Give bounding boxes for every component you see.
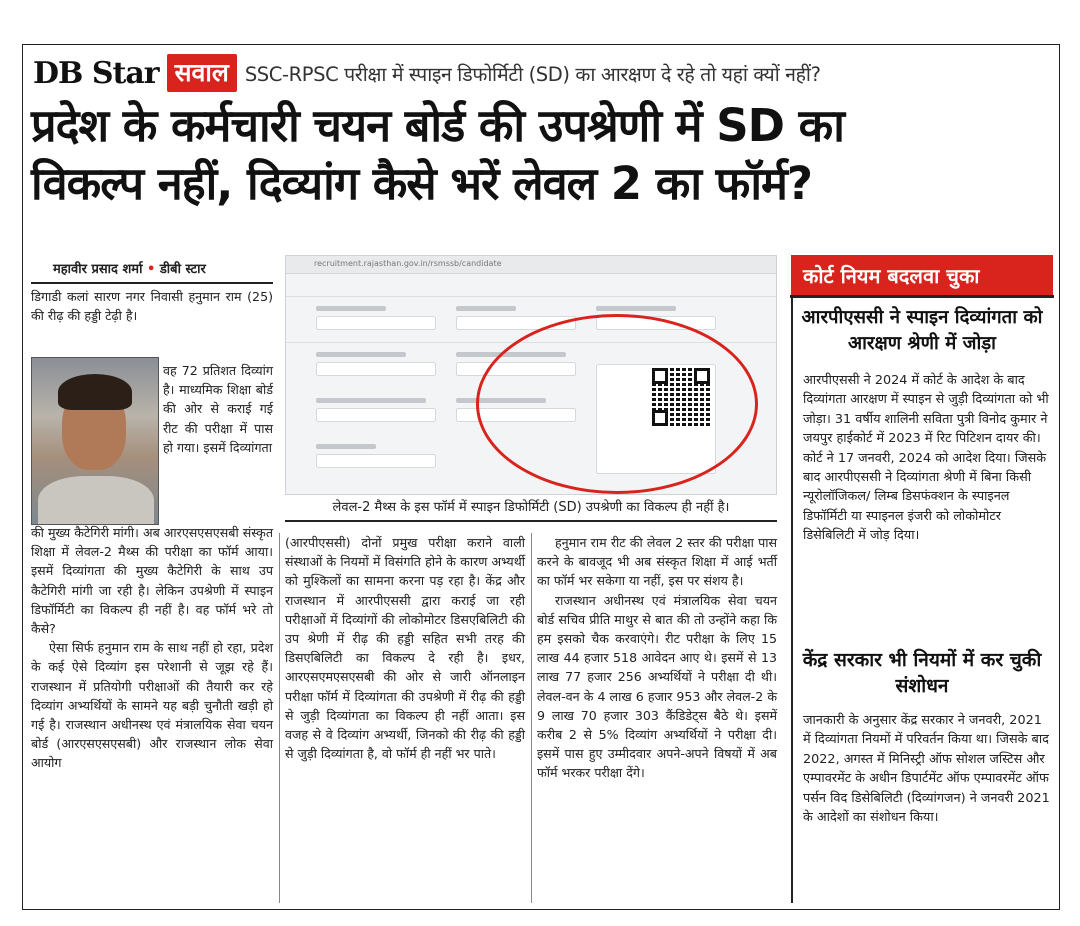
form-label	[316, 398, 426, 403]
photo-hair	[58, 374, 132, 410]
news-clipping	[22, 44, 1060, 910]
sidebar-banner: कोर्ट नियम बदलवा चुका	[791, 255, 1053, 295]
headline-line-2: विकल्प नहीं, दिव्यांग कैसे भरें लेवल 2 का फॉर्म?	[31, 157, 813, 210]
form-row-divider	[286, 296, 776, 297]
form-field	[316, 408, 436, 422]
body-paragraph-5: राजस्थान अधीनस्थ एवं मंत्रालयिक सेवा चयन बोर्ड सचिव प्रीति माथुर से बात की तो उन्होंने कहा कि हम इसको चैक करवाएंगे। रीट परीक्षा के लिए 15 लाख 44 हजार 518 आवेदन आए थे। इसमें से 13 लाख 77 हजार 256 अभ्यर्थियों ने परीक्षा दी थी। लेवल-वन के 4 लाख 6 हजार 953 और लेवल-2 के 9 लाख 70 हजार 303 कैंडिडेट्स बैठे थे। इसमें करीब 2 से 5% दिव्यांग अभ्यर्थियों ने परीक्षा दी। इसमें पास हुए उम्मीदवार अपने-अपने विषयों में अब फॉर्म भरकर परीक्षा देंगे।	[537, 592, 777, 781]
headline	[31, 97, 1053, 213]
column-divider	[531, 533, 532, 903]
qr-finder	[694, 368, 710, 384]
body-paragraph-1c: की मुख्य कैटेगिरी मांगी। अब आरएसएसएसबी संस्कृत शिक्षा में लेवल-2 मैथ्स की परीक्षा का फॉर्म आया। इसमें दिव्यांगता की मुख्य कैटेगिरी के साथ उप कैटेगिरी मांगी जा रही है। लेकिन उपश्रेणी में स्पाइन डिफॉर्मिटी का विकल्प ही नहीं है। वह फॉर्म भरे तो कैसे?	[31, 525, 273, 637]
highlight-circle	[476, 314, 758, 494]
headline-line-1: प्रदेश के कर्मचारी चयन बोर्ड की उपश्रेणी में SD का	[31, 99, 844, 152]
body-paragraph-3: (आरपीएससी) दोनों प्रमुख परीक्षा कराने वाली संस्थाओं के नियमों में विसंगति होने के कारण अभ्यर्थी को मुश्किलों का सामना करना पड़ रहा है। केंद्र और राजस्थान में आरपीएससी द्वारा कराई जा रही परीक्षाओं में दिव्यांगों की लोकोमोटर डिसएबिलिटी की उप श्रेणी में रीढ़ की हड्डी सहित सभी तरह की डिसएबिलिटी का विकल्प दे रही है। इधर, आरएसएमएसएसबी की ओर से जारी ऑनलाइन परीक्षा फॉर्म में दिव्यांगता की उपश्रेणी में रीढ़ की हड्डी से जुड़ी दिव्यांगता का विकल्प ही नहीं आता। इस वजह से वे दिव्यांग अभ्यर्थी, जिनको की रीढ़ की हड्डी से जुड़ी दिव्यांगता है, वो फॉर्म ही नहीं भर पाते।	[285, 535, 525, 762]
question-tag: सवाल	[167, 54, 237, 92]
qr-finder	[652, 368, 668, 384]
browser-address-bar: recruitment.rajasthan.gov.in/rsmssb/candidate	[286, 256, 776, 274]
db-star-logo: DB Star	[33, 55, 159, 91]
byline-author: महावीर प्रसाद शर्मा	[53, 262, 143, 277]
column-3	[537, 533, 777, 783]
form-label	[596, 306, 676, 311]
body-paragraph-1b: वह 72 प्रतिशत दिव्यांग है। माध्यमिक शिक्षा बोर्ड की ओर से कराई गई रीट की परीक्षा में पास हो गया। इसमें दिव्यांगता	[163, 363, 273, 455]
column-divider	[279, 533, 280, 903]
sidebar-subhead-1: आरपीएससी ने स्पाइन दिव्यांगता को आरक्षण श्रेणी में जोड़ा	[801, 307, 1043, 354]
byline-rule	[31, 282, 273, 284]
portrait-photo	[31, 357, 159, 525]
byline-separator: •	[146, 262, 156, 277]
form-field	[316, 454, 436, 468]
form-label	[316, 352, 406, 357]
sidebar-text-1: आरपीएससी ने 2024 में कोर्ट के आदेश के बाद दिव्यांगता आरक्षण में स्पाइन से जुड़ी दिव्यांगता को भी जोड़ा। 31 वर्षीय शालिनी सविता पुत्री विनोद कुमार ने जयपुर हाईकोर्ट में 2023 में रिट पिटिशन दायर की। कोर्ट ने 17 जनवरी, 2024 को आदेश दिया। जिसके बाद आरपीएससी ने दिव्यांगता श्रेणी में बिना किसी न्यूरोलॉजिकल/ लिम्ब डिसफंक्शन के स्पाइनल डिफॉर्मिटी या स्पाइनल इंजरी को लोकोमोटर डिसेबिलिटी में जोड़ दिया।	[803, 373, 1049, 544]
body-paragraph-1: डिगाडी कलां सारण नगर निवासी हनुमान राम (25) की रीढ़ की हड्डी टेढ़ी है।	[31, 289, 273, 324]
qr-finder	[652, 410, 668, 426]
photo-shirt	[38, 476, 154, 525]
sidebar-subhead-2: केंद्र सरकार भी नियमों में कर चुकी संशोधन	[802, 649, 1042, 697]
byline	[53, 259, 206, 277]
form-label	[456, 306, 516, 311]
screenshot-caption: लेवल-2 मैथ्स के इस फॉर्म में स्पाइन डिफोर्मिटी (SD) उपश्रेणी का विकल्प ही नहीं है।	[332, 500, 730, 515]
sidebar-text-2: जानकारी के अनुसार केंद्र सरकार ने जनवरी, 2021 में दिव्यांगता नियमों में परिवर्तन किया था। जिसके बाद 2022, अगस्त में मिनिस्ट्री ऑफ सोशल जस्टिस और एम्पावरमेंट के अधीन डिपार्टमेंट ऑफ एम्पावरमेंट ऑफ पर्सन विद डिसेबिलिटी (दिव्यांगजन) ने जनवरी 2021 के आदेशों का संशोधन किया।	[803, 713, 1050, 826]
kicker-text: SSC-RPSC परीक्षा में स्पाइन डिफोर्मिटी (SD) का आरक्षण दे रहे तो यहां क्यों नहीं?	[244, 62, 821, 86]
form-field	[316, 362, 436, 376]
form-label	[316, 306, 386, 311]
form-field	[316, 316, 436, 330]
caption-rule	[285, 520, 777, 522]
form-label	[316, 444, 376, 449]
body-paragraph-2: ऐसा सिर्फ हनुमान राम के साथ नहीं हो रहा, प्रदेश के कई ऐसे दिव्यांग इस परेशानी से जूझ रहे हैं। राजस्थान में प्रतियोगी परीक्षाओं की तैयारी कर रहे दिव्यांग अभ्यर्थियों के सामने यह बड़ी चुनौती खड़ी हो गई है। राजस्थान अधीनस्थ एवं मंत्रालयिक सेवा चयन बोर्ड (आरएसएसएसबी) और राजस्थान लोक सेवा आयोग	[31, 640, 273, 771]
masthead	[33, 53, 821, 93]
body-paragraph-4: हनुमान राम रीट की लेवल 2 स्तर की परीक्षा पास करने के बावजूद भी अब संस्कृत शिक्षा में आई भर्ती का फॉर्म भर सकेगा या नहीं, इस पर संशय है।	[537, 535, 777, 589]
column-1-lower	[31, 523, 273, 773]
form-screenshot	[285, 255, 777, 495]
byline-org: डीबी स्टार	[159, 262, 206, 277]
qr-code-icon	[650, 366, 712, 428]
